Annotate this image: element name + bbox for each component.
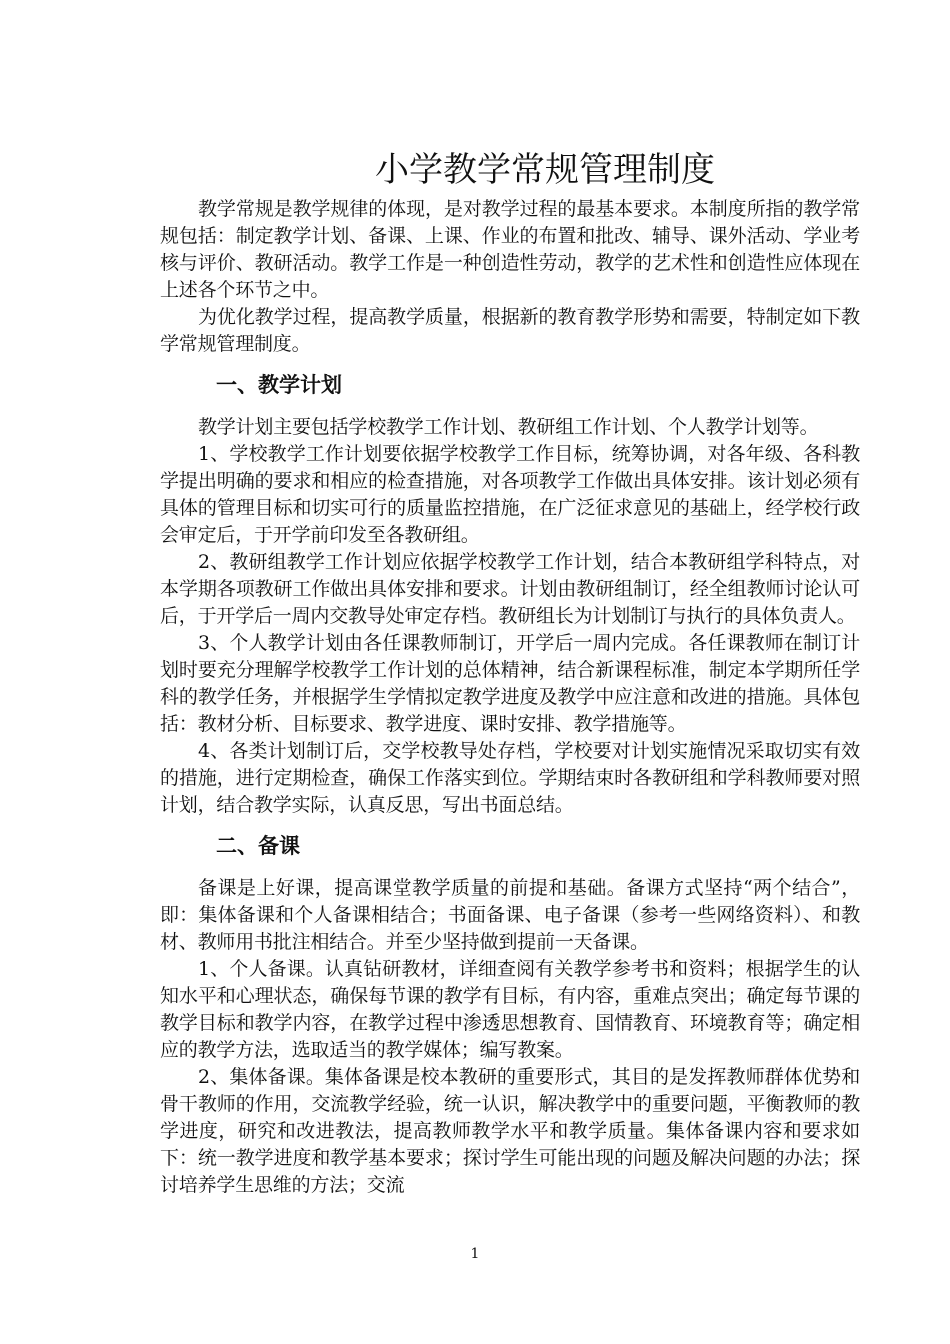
section-heading-lesson-prep: 二、备课 bbox=[216, 834, 300, 858]
document-body bbox=[160, 144, 860, 1199]
intro-paragraph-2: 为优化教学过程，提高教学质量，根据新的教育教学形势和需要，特制定如下教学常规管理制度。 bbox=[160, 306, 860, 355]
section-2-paragraph: 备课是上好课，提高课堂教学质量的前提和基础。备课方式坚持“两个结合”，即：集体备课和个人备课相结合；书面备课、电子备课（参考一些网络资料）、和教材、教师用书批注相结合。并至少坚持做到提前一天备课。 bbox=[160, 877, 860, 953]
section-1-paragraph: 2、教研组教学工作计划应依据学校教学工作计划，结合本教研组学科特点，对本学期各项教研工作做出具体安排和要求。计划由教研组制订，经全组教师讨论认可后，于开学后一周内交教导处审定存档。教研组长为计划制订与执行的具体负责人。 bbox=[160, 551, 860, 627]
section-1-paragraph: 1、学校教学工作计划要依据学校教学工作目标，统筹协调，对各年级、各科教学提出明确的要求和相应的检查措施，对各项教学工作做出具体安排。该计划必须有具体的管理目标和切实可行的质量监控措施，在广泛征求意见的基础上，经学校行政会审定后，于开学前印发至各教研组。 bbox=[160, 443, 860, 546]
section-1-paragraph: 3、个人教学计划由各任课教师制订，开学后一周内完成。各任课教师在制订计划时要充分理解学校教学工作计划的总体精神，结合新课程标准，制定本学期所任学科的教学任务，并根据学生学情拟定教学进度及教学中应注意和改进的措施。具体包括：教材分析、目标要求、教学进度、课时安排、教学措施等。 bbox=[160, 632, 860, 735]
document-title: 小学教学常规管理制度 bbox=[375, 150, 715, 190]
page-number: 1 bbox=[470, 1246, 480, 1262]
intro-paragraph-1: 教学常规是教学规律的体现，是对教学过程的最基本要求。本制度所指的教学常规包括：制定教学计划、备课、上课、作业的布置和批改、辅导、课外活动、学业考核与评价、教研活动。教学工作是一种创造性劳动，教学的艺术性和创造性应体现在上述各个环节之中。 bbox=[160, 198, 860, 301]
section-2-paragraph: 2、集体备课。集体备课是校本教研的重要形式，其目的是发挥教师群体优势和骨干教师的作用，交流教学经验，统一认识，解决教学中的重要问题，平衡教师的教学进度，研究和改进教法，提高教师教学水平和教学质量。集体备课内容和要求如下：统一教学进度和教学基本要求；探讨学生可能出现的问题及解决问题的办法；探讨培养学生思维的方法；交流 bbox=[160, 1066, 860, 1196]
section-2-paragraph: 1、个人备课。认真钻研教材，详细查阅有关教学参考书和资料；根据学生的认知水平和心理状态，确保每节课的教学有目标，有内容，重难点突出；确定每节课的教学目标和教学内容，在教学过程中渗透思想教育、国情教育、环境教育等；确定相应的教学方法，选取适当的教学媒体；编写教案。 bbox=[160, 958, 860, 1061]
section-heading-teaching-plan: 一、教学计划 bbox=[216, 373, 342, 397]
section-1-paragraph: 教学计划主要包括学校教学工作计划、教研组工作计划、个人教学计划等。 bbox=[198, 416, 819, 438]
section-1-paragraph: 4、各类计划制订后，交学校教导处存档，学校要对计划实施情况采取切实有效的措施，进行定期检查，确保工作落实到位。学期结束时各教研组和学科教师要对照计划，结合教学实际，认真反思，写出书面总结。 bbox=[160, 740, 860, 816]
